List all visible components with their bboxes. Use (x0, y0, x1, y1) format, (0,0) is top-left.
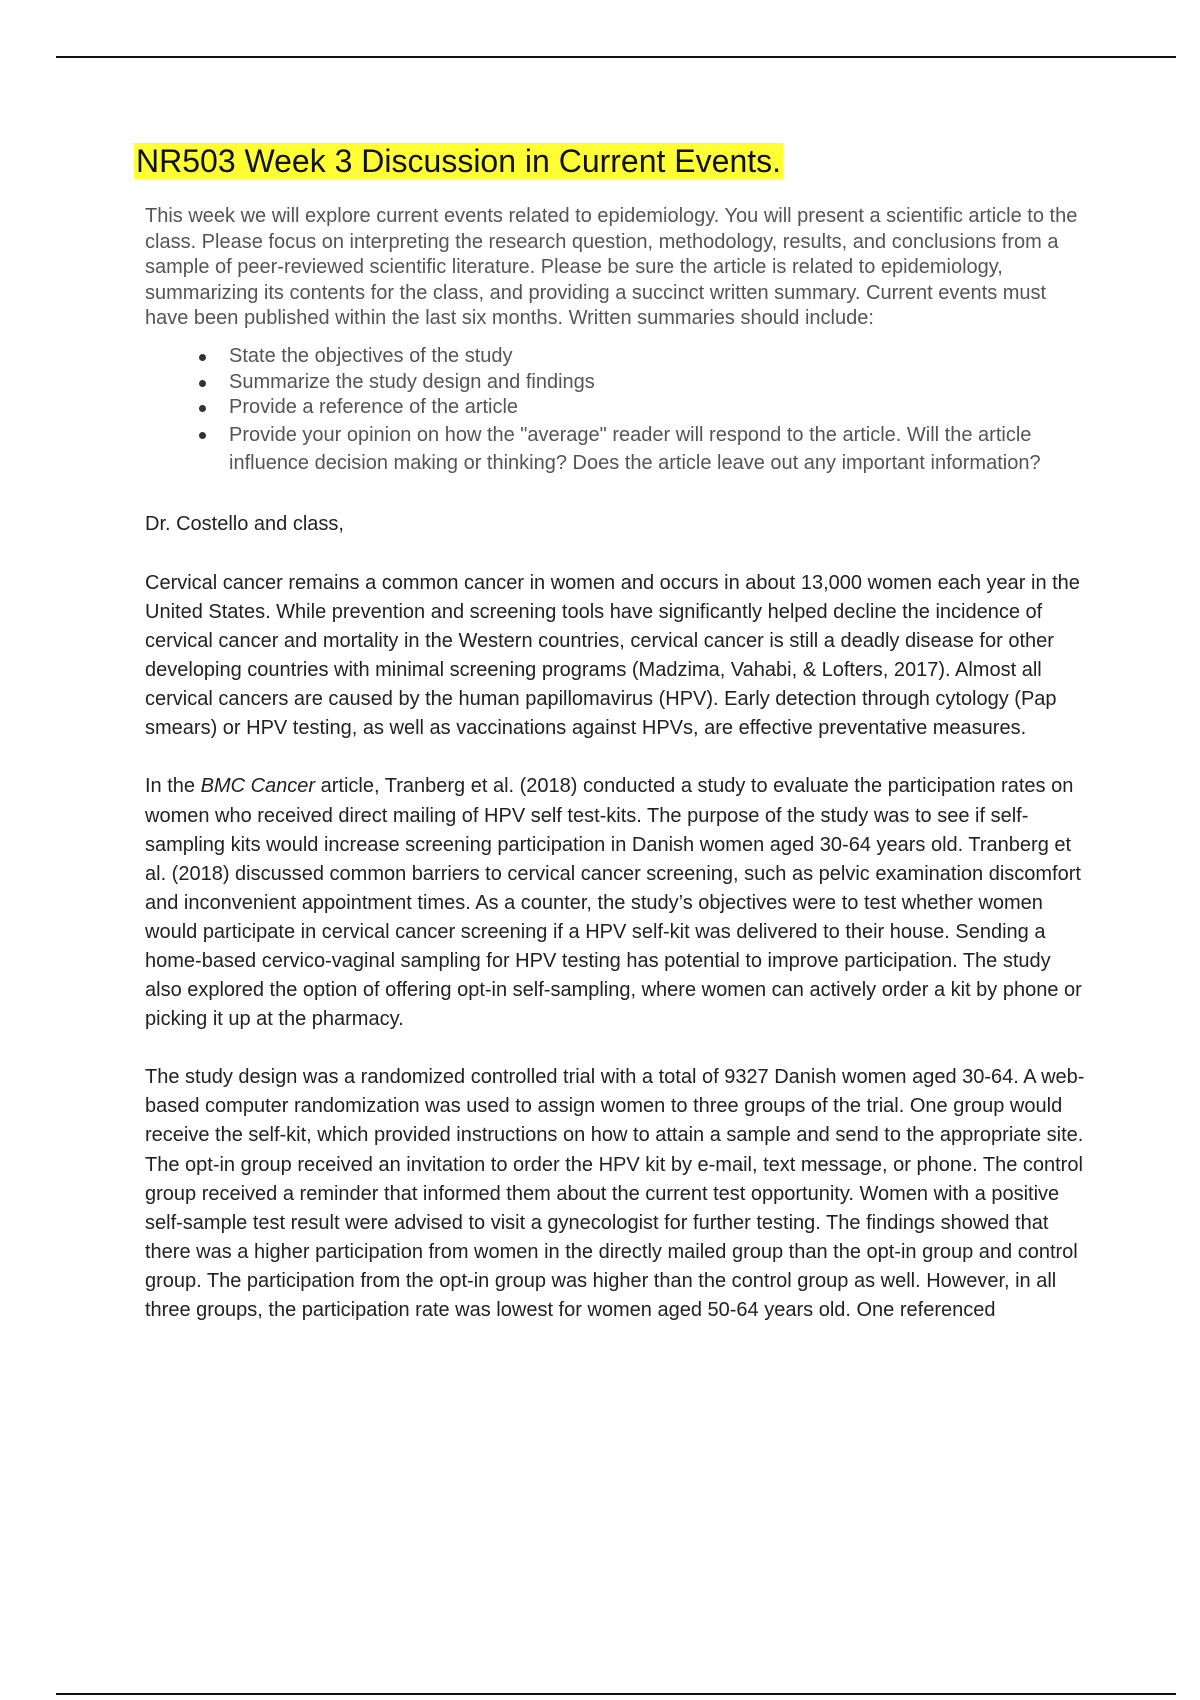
title-highlight: NR503 Week 3 Discussion in Current Events. (136, 143, 782, 179)
paragraph-rest: article, Tranberg et al. (2018) conducted a study to evaluate the participation rates on women who received direct mailing of HPV self test-kits. The purpose of the study was to see if self-sampling kits would increase screening participation in Danish women aged 30-64 years old. Tranberg et al. (2018) discussed common barriers to cervical cancer screening, such as pelvic examination discomfort and inconvenient appointment times. As a counter, the study’s objectives were to test whether women would participate in cervical cancer screening if a HPV self-kit was delivered to their house. Sending a home-based cervico-vaginal sampling for HPV testing has potential to improve participation. The study also explored the option of offering opt-in self-sampling, where women can actively order a kit by phone or picking it up at the pharmacy. (145, 775, 1082, 1031)
paragraph-cervical-cancer-background: Cervical cancer remains a common cancer in women and occurs in about 13,000 women each year in the United States. While prevention and screening tools have significantly helped decline the incidence of cervical cancer and mortality in the Western countries, cervical cancer is still a deadly disease for other developing countries with minimal screening programs (Madzima, Vahabi, & Lofters, 2017). Almost all cervical cancers are caused by the human papillomavirus (HPV). Early detection through cytology (Pap smears) or HPV testing, as well as vaccinations against HPVs, are effective preventative measures. (145, 571, 1080, 740)
paragraph-study-design: The study design was a randomized controlled trial with a total of 9327 Danish women aged 30-64. A web-based computer randomization was used to assign women to three groups of the trial. One group would receive the self-kit, which provided instructions on how to attain a sample and send to the appropriate site. The opt-in group received an invitation to order the HPV kit by e-mail, text message, or phone. The control group received a reminder that informed them about the current test opportunity. Women with a positive self-sample test result were advised to visit a gynecologist for further testing. The findings showed that there was a higher participation from women in the directly mailed group than the opt-in group and control group. The participation from the opt-in group was higher than the control group as well. However, in all three groups, the participation rate was lowest for women aged 50-64 years old. One referenced (145, 1066, 1085, 1321)
list-item: State the objectives of the study (229, 344, 1085, 370)
assignment-instructions: This week we will explore current events related to epidemiology. You will present a scientific article to the class. Please focus on interpreting the research question, methodology, results, and conclusions from a sample of peer-reviewed scientific literature. Please be sure the article is related to epidemiology, summarizing its contents for the class, and providing a succinct written summary. Current events must have been published within the last six months. Written summaries should include: (145, 205, 1078, 330)
journal-name: BMC Cancer (200, 775, 316, 798)
summary-requirements-list (145, 344, 1085, 478)
bottom-rule (56, 1693, 1176, 1695)
list-item: Provide your opinion on how the "average" reader will respond to the article. Will the article influence decision making or thinking? Does the article leave out any important information? (229, 421, 1085, 478)
paragraph-study-objectives (145, 772, 1085, 1034)
page-title (134, 141, 783, 181)
list-item: Summarize the study design and findings (229, 370, 1085, 396)
list-item: Provide a reference of the article (229, 395, 1085, 421)
document-body (145, 204, 1085, 1325)
paragraph-lead: In the (145, 775, 201, 798)
top-rule (56, 56, 1176, 58)
greeting: Dr. Costello and class, (145, 512, 344, 535)
